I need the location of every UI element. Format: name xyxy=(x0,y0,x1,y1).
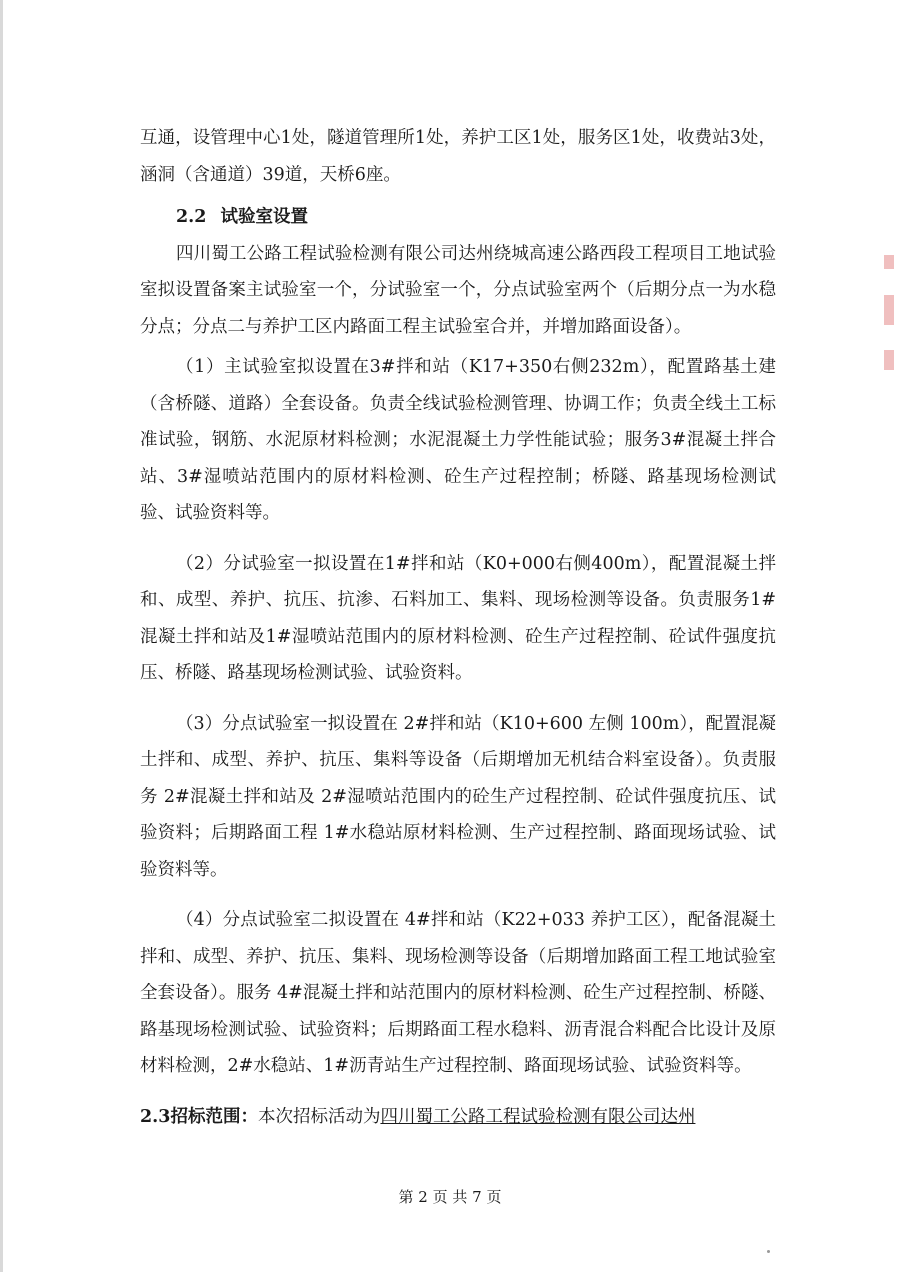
paragraph-lab-overview: 四川蜀工公路工程试验检测有限公司达州绕城高速公路西段工程项目工地试验室拟设置备案主试验室一个，分试验室一个，分点试验室两个（后期分点一为水稳分点；分点二与养护工区内路面工程主试验室合并，并增加路面设备）。 xyxy=(140,243,776,337)
scan-speck xyxy=(767,1250,770,1253)
section-label: 招标范围： xyxy=(170,1106,258,1127)
document-body xyxy=(140,120,776,1135)
page-left-edge xyxy=(0,0,3,1272)
page-footer: 第 2 页 共 7 页 xyxy=(398,1188,502,1206)
list-item-1: （1）主试验室拟设置在3#拌和站（K17+350右侧232m），配置路基土建（含桥隧、道路）全套设备。负责全线试验检测管理、协调工作；负责全线土工标准试验，钢筋、水泥原材料检测；水泥混凝土力学性能试验；服务3#混凝土拌合站、3#湿喷站范围内的原材料检测、砼生产过程控制；桥隧、路基现场检测试验、试验资料等。 xyxy=(140,357,776,523)
list-item-2: （2）分试验室一拟设置在1#拌和站（K0+000右侧400m），配置混凝土拌和、成型、养护、抗压、抗渗、石料加工、集料、现场检测等设备。负责服务1#混凝土拌和站及1#湿喷站范围内的原材料检测、砼生产过程控制、砼试件强度抗压、桥隧、路基现场检测试验、试验资料。 xyxy=(140,553,776,683)
paragraph-intro: 互通，设管理中心1处，隧道管理所1处，养护工区1处，服务区1处，收费站3处，涵洞（含通道）39道，天桥6座。 xyxy=(140,128,776,185)
seal-fragment xyxy=(884,255,894,375)
section-text: 本次招标活动为 xyxy=(257,1106,381,1127)
section-number: 2.2 xyxy=(176,207,207,227)
section-number: 2.3 xyxy=(140,1106,171,1127)
section-heading-2-2 xyxy=(140,199,776,236)
list-item-3: （3）分点试验室一拟设置在 2#拌和站（K10+600 左侧 100m），配置混凝土拌和、成型、养护、抗压、集料等设备（后期增加无机结合料室设备）。负责服务 2#混凝土拌和站及 2#湿喷站范围内的砼生产过程控制、砼试件强度抗压、试验资料；后期路面工程 1#水稳站原材料检测、生产过程控制、路面现场试验、试验资料等。 xyxy=(140,713,776,880)
section-title: 试验室设置 xyxy=(220,207,308,227)
underlined-text: 四川蜀工公路工程试验检测有限公司达州 xyxy=(380,1106,696,1127)
section-heading-2-3 xyxy=(140,1099,776,1136)
list-item-4: （4）分点试验室二拟设置在 4#拌和站（K22+033 养护工区），配备混凝土拌和、成型、养护、抗压、集料、现场检测等设备（后期增加路面工程工地试验室全套设备）。服务 4#混凝土拌和站范围内的原材料检测、砼生产过程控制、桥隧、路基现场检测试验、试验资料；后期路面工程水稳料、沥青混合料配合比设计及原材料检测，2#水稳站、1#沥青站生产过程控制、路面现场试验、试验资料等。 xyxy=(140,910,776,1076)
